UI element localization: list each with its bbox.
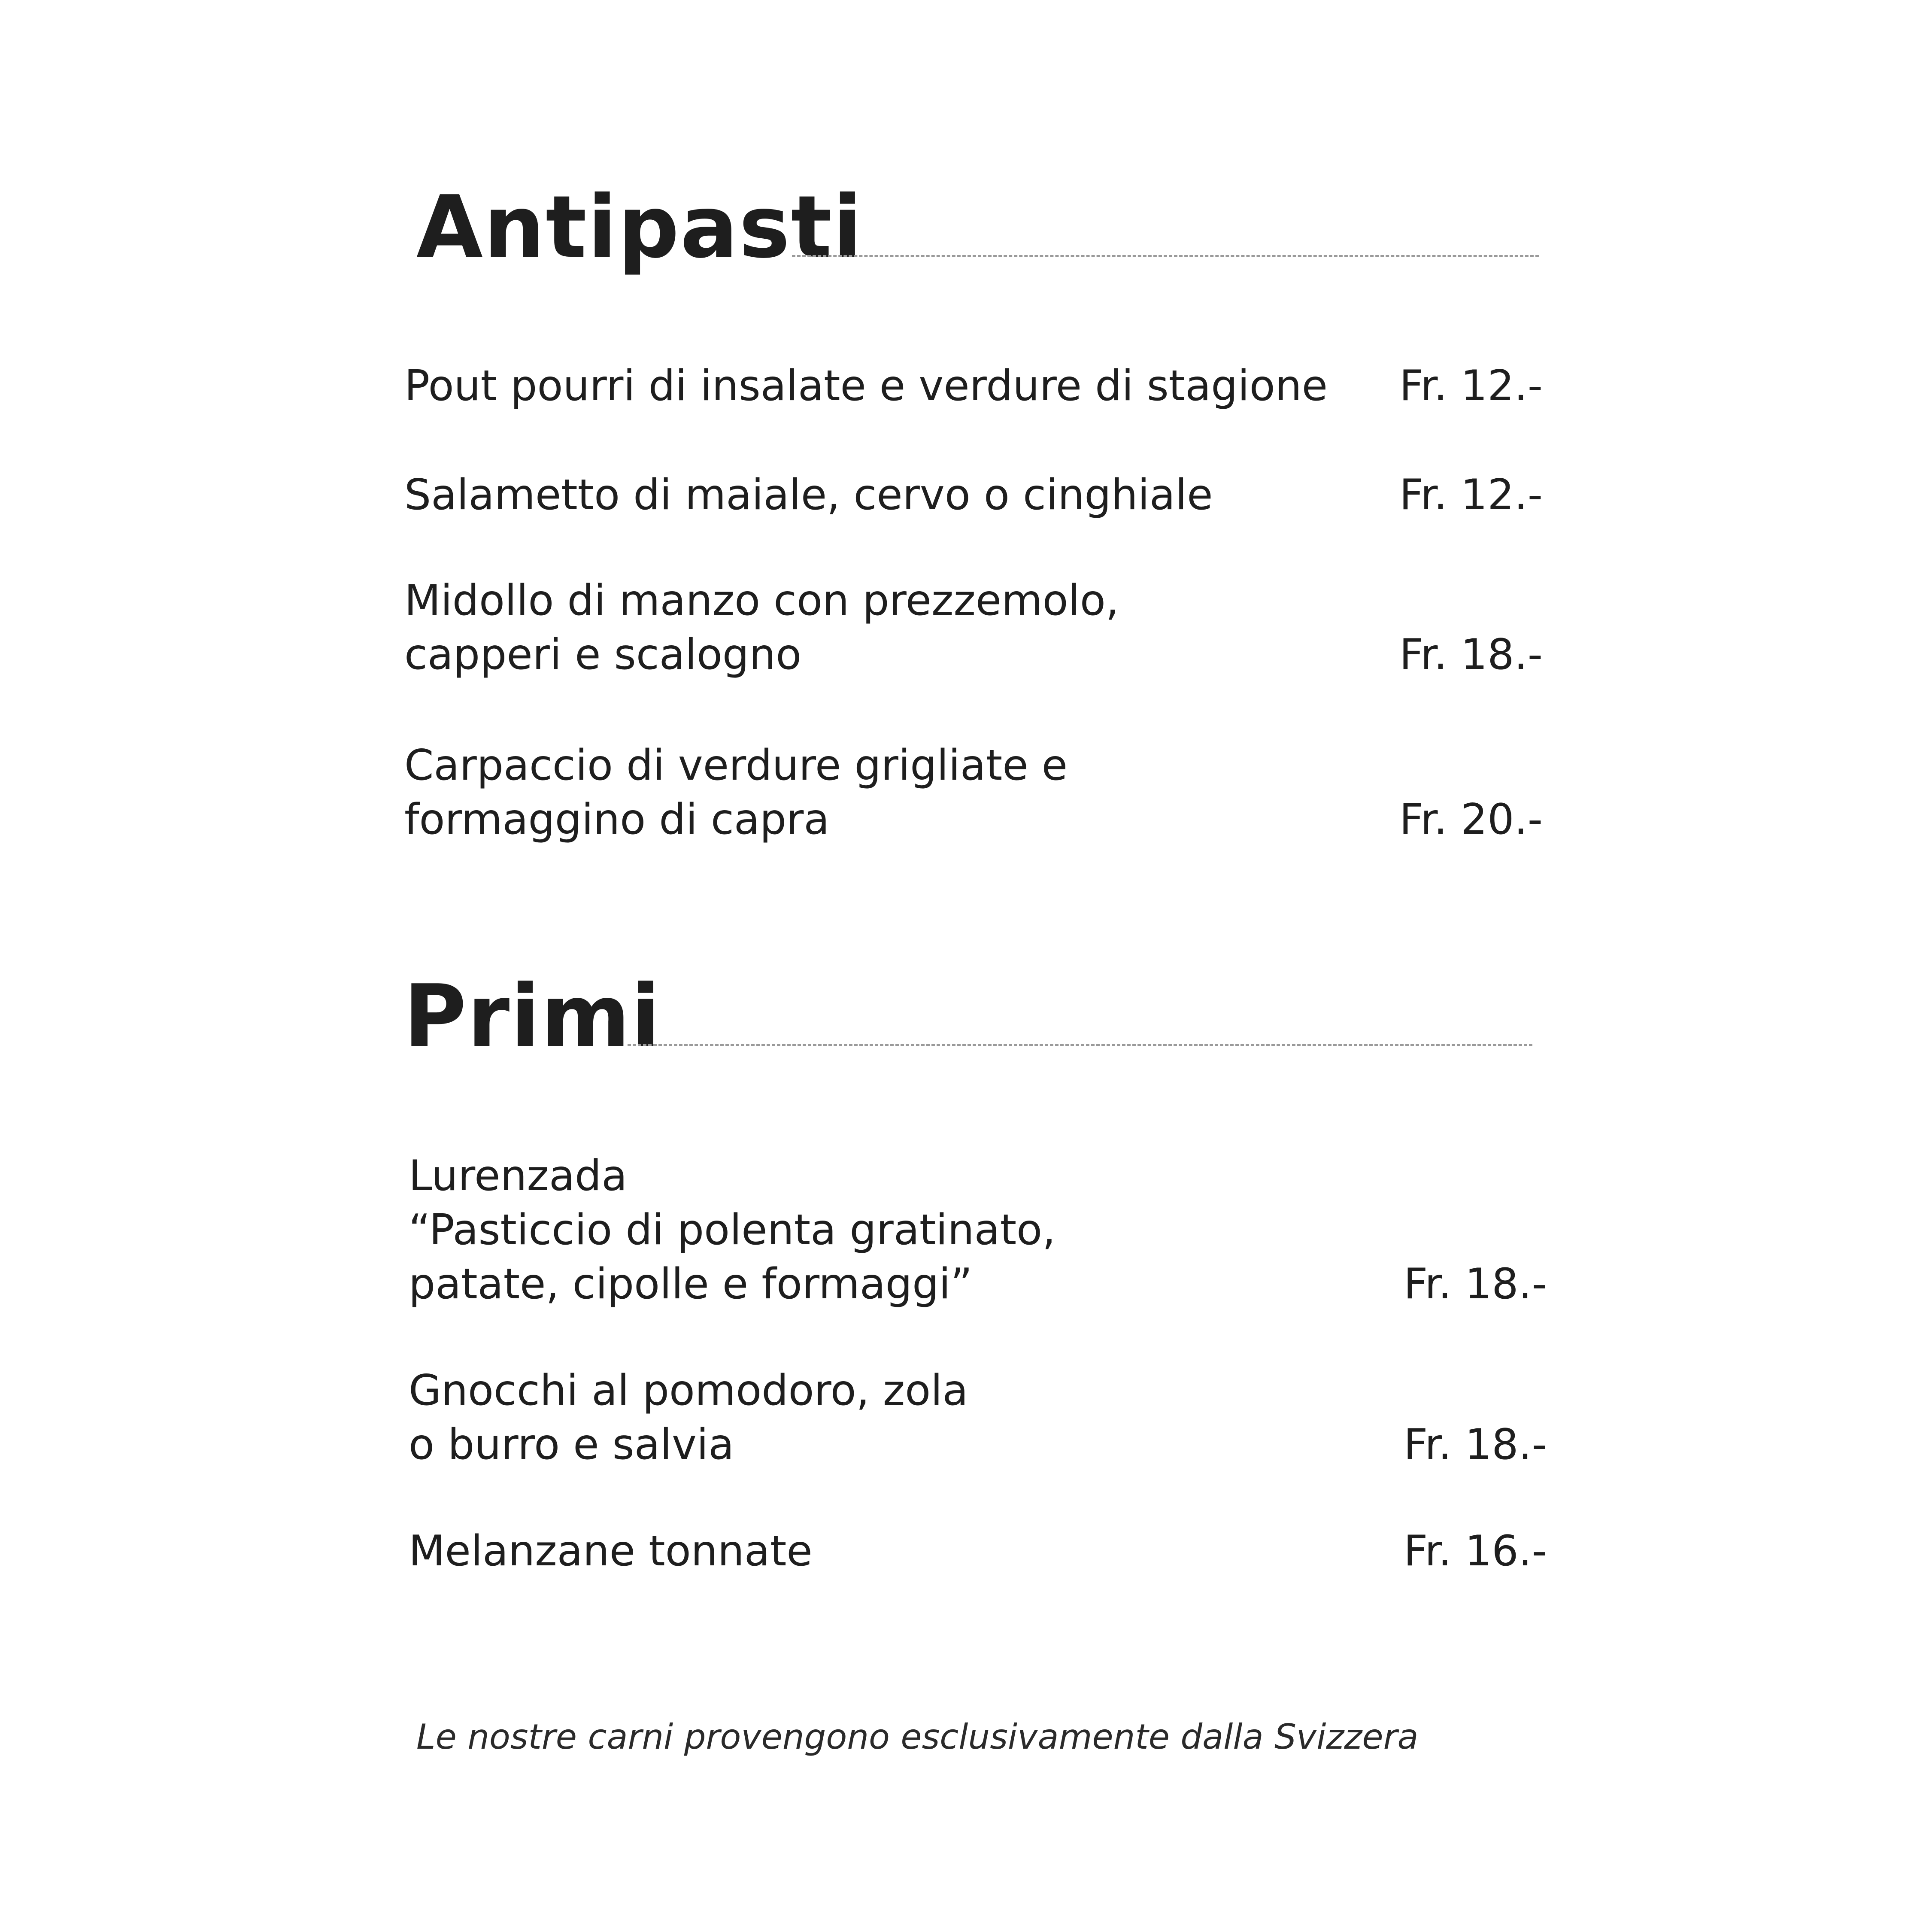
section-title-antipasti: Antipasti [416,177,863,277]
menu-item-name: Melanzane tonnate [409,1527,813,1576]
menu-item-name: Lurenzada “Pasticcio di polenta gratinato, patate, cipolle e formaggi” [409,1151,1056,1309]
menu-item-name: Salametto di maiale, cervo o cinghiale [404,471,1213,519]
menu-item-price: Fr. 18.- [1404,1260,1547,1309]
menu-item-price: Fr. 12.- [1399,361,1543,410]
menu-item-name: Carpaccio di verdure grigliate e formaggino di capra [404,741,1068,844]
footer-note: Le nostre carni provengono esclusivamente dalla Svizzera [416,1717,1419,1757]
menu-item-price: Fr. 18.- [1399,630,1543,679]
menu-item-name: Gnocchi al pomodoro, zola o burro e salvia [409,1366,968,1469]
menu-item-name: Midollo di manzo con prezzemolo, capperi e scalogno [404,576,1119,679]
menu-item-price: Fr. 16.- [1404,1527,1547,1576]
section-title-primi: Primi [403,966,661,1066]
menu-item-price: Fr. 20.- [1399,795,1543,844]
menu-item-price: Fr. 12.- [1399,471,1543,519]
title-leader-dots [792,255,1539,257]
title-leader-dots [628,1044,1532,1046]
menu-item-price: Fr. 18.- [1404,1420,1547,1469]
menu-item-name: Pout pourri di insalate e verdure di stagione [404,361,1328,410]
